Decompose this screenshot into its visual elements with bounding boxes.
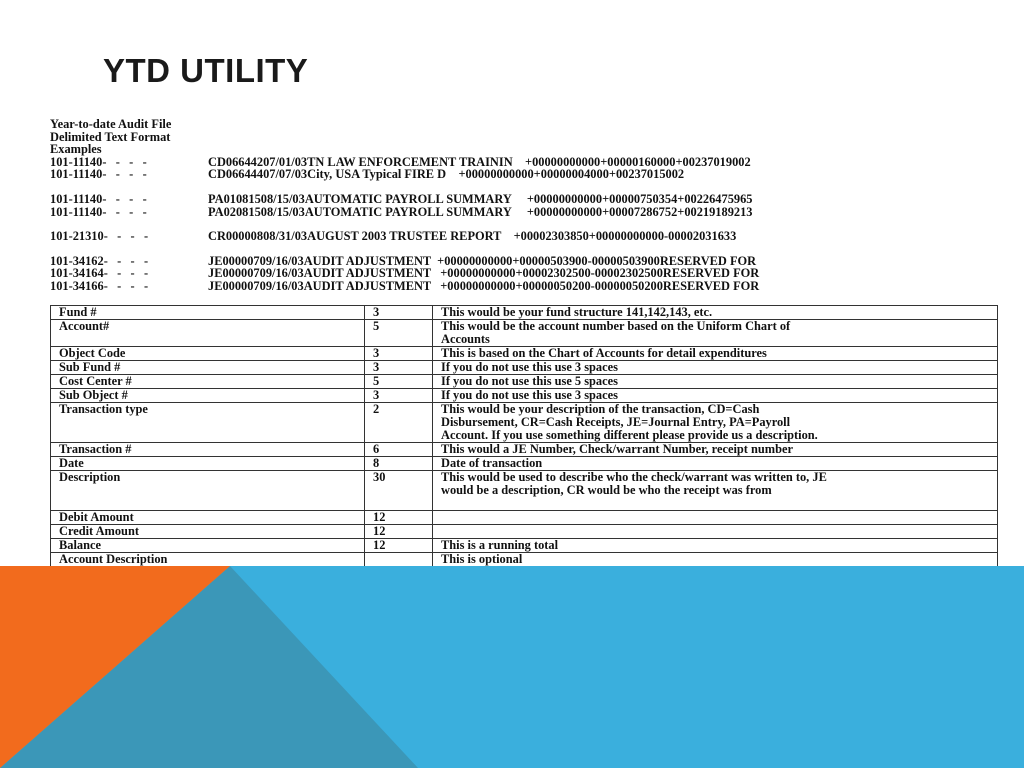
field-row [51, 443, 998, 457]
field-notes [433, 457, 998, 471]
field-notes [433, 539, 998, 553]
field-row [51, 306, 998, 320]
field-length: 3 [365, 347, 433, 361]
field-length: 12 [365, 539, 433, 553]
example-record [50, 206, 1000, 219]
field-row [51, 457, 998, 471]
note-line: This is based on the Chart of Accounts for detail expenditures [441, 346, 767, 360]
field-length: 5 [365, 375, 433, 389]
decorative-background [0, 566, 1024, 768]
note-line: This would be used to describe who the check/warrant was written to, JE [441, 470, 827, 484]
record-account: 101-21310- - - - [50, 229, 149, 244]
note-line [441, 497, 989, 510]
field-notes [433, 389, 998, 403]
slide-title: YTD UTILITY [103, 52, 309, 89]
record-account: 101-34164- - - - [50, 266, 149, 281]
record-text: JE00000709/16/03AUDIT ADJUSTMENT +00000000000+00000050200-00000050200RESERVED FOR [208, 278, 760, 293]
record-text: JE00000709/16/03AUDIT ADJUSTMENT +00000000000+00002302500-00002302500RESERVED FOR [208, 266, 760, 281]
field-length: 3 [365, 389, 433, 403]
note-line: If you do not use this use 5 spaces [441, 374, 618, 388]
field-name: Sub Object # [51, 389, 365, 403]
example-record [50, 230, 1000, 243]
field-length: 2 [365, 403, 433, 443]
record-text: CR00000808/31/03AUGUST 2003 TRUSTEE REPORT +00002303850+00000000000-00002031633 [208, 229, 737, 244]
record-text: JE00000709/16/03AUDIT ADJUSTMENT +00000000000+00000503900-00000503900RESERVED FOR [208, 253, 757, 268]
field-length: 3 [365, 361, 433, 375]
record-account: 101-11140- - - - [50, 154, 147, 169]
example-record [50, 168, 1000, 181]
field-notes [433, 443, 998, 457]
field-name: Transaction # [51, 443, 365, 457]
field-row [51, 347, 998, 361]
field-name: Description [51, 471, 365, 511]
field-name: Fund # [51, 306, 365, 320]
field-notes [433, 553, 998, 567]
field-row [51, 320, 998, 347]
note-line: If you do not use this use 3 spaces [441, 360, 618, 374]
record-account: 101-34166- - - - [50, 278, 149, 293]
record-text: PA02081508/15/03AUTOMATIC PAYROLL SUMMARY +00000000000+00007286752+00219189213 [208, 204, 753, 219]
note-line: This would be your fund structure 141,142,143, etc. [441, 305, 713, 319]
note-line: This would a JE Number, Check/warrant Number, receipt number [441, 442, 793, 456]
field-row [51, 403, 998, 443]
note-line: This is a running total [441, 538, 559, 552]
field-row [51, 511, 998, 525]
field-name: Cost Center # [51, 375, 365, 389]
field-row [51, 553, 998, 567]
field-notes [433, 511, 998, 525]
field-name: Object Code [51, 347, 365, 361]
example-record [50, 280, 1000, 293]
record-text: CD06644207/01/03TN LAW ENFORCEMENT TRAININ +00000000000+00000160000+00237019002 [208, 154, 751, 169]
field-length: 12 [365, 511, 433, 525]
record-text: PA01081508/15/03AUTOMATIC PAYROLL SUMMARY +00000000000+00000750354+00226475965 [208, 191, 753, 206]
field-length: 6 [365, 443, 433, 457]
field-name: Date [51, 457, 365, 471]
field-notes [433, 361, 998, 375]
field-length: 12 [365, 525, 433, 539]
field-notes [433, 471, 998, 511]
example-record [50, 193, 1000, 206]
note-line [441, 525, 989, 538]
note-line: This would be the account number based on the Uniform Chart of [441, 319, 791, 333]
field-row [51, 525, 998, 539]
field-length: 30 [365, 471, 433, 511]
field-name: Debit Amount [51, 511, 365, 525]
field-notes [433, 320, 998, 347]
header-line: Delimited Text Format [50, 129, 171, 144]
note-line: If you do not use this use 3 spaces [441, 388, 618, 402]
note-line: Date of transaction [441, 456, 543, 470]
field-name: Sub Fund # [51, 361, 365, 375]
header-line: Examples [50, 142, 102, 157]
note-line: This is optional [441, 552, 523, 566]
field-notes [433, 347, 998, 361]
field-length: 5 [365, 320, 433, 347]
field-notes [433, 375, 998, 389]
field-name: Credit Amount [51, 525, 365, 539]
field-length: 3 [365, 306, 433, 320]
group-gap [50, 243, 1000, 255]
field-row [51, 389, 998, 403]
note-line: Accounts [441, 332, 490, 346]
record-account: 101-34162- - - - [50, 253, 149, 268]
record-account: 101-11140- - - - [50, 167, 147, 182]
note-line: Account. If you use something different please provide us a description. [441, 428, 818, 442]
field-notes [433, 403, 998, 443]
record-account: 101-11140- - - - [50, 191, 147, 206]
record-text: CD06644407/07/03City, USA Typical FIRE D +00000000000+00000004000+00237015002 [208, 167, 685, 182]
field-name: Transaction type [51, 403, 365, 443]
note-line: would be a description, CR would be who the receipt was from [441, 483, 772, 497]
field-definition-table [50, 305, 998, 567]
field-row [51, 361, 998, 375]
record-account: 101-11140- - - - [50, 204, 147, 219]
note-line: This would be your description of the transaction, CD=Cash [441, 402, 760, 416]
field-notes [433, 525, 998, 539]
field-name: Account Description [51, 553, 365, 567]
note-line: Disbursement, CR=Cash Receipts, JE=Journal Entry, PA=Payroll [441, 415, 791, 429]
header-line: Year-to-date Audit File [50, 117, 172, 131]
field-row [51, 375, 998, 389]
note-line [441, 511, 989, 524]
field-length: 8 [365, 457, 433, 471]
field-name: Account# [51, 320, 365, 347]
field-length [365, 553, 433, 567]
field-row [51, 471, 998, 511]
field-name: Balance [51, 539, 365, 553]
audit-file-example [50, 118, 1000, 293]
field-notes [433, 306, 998, 320]
field-row [51, 539, 998, 553]
